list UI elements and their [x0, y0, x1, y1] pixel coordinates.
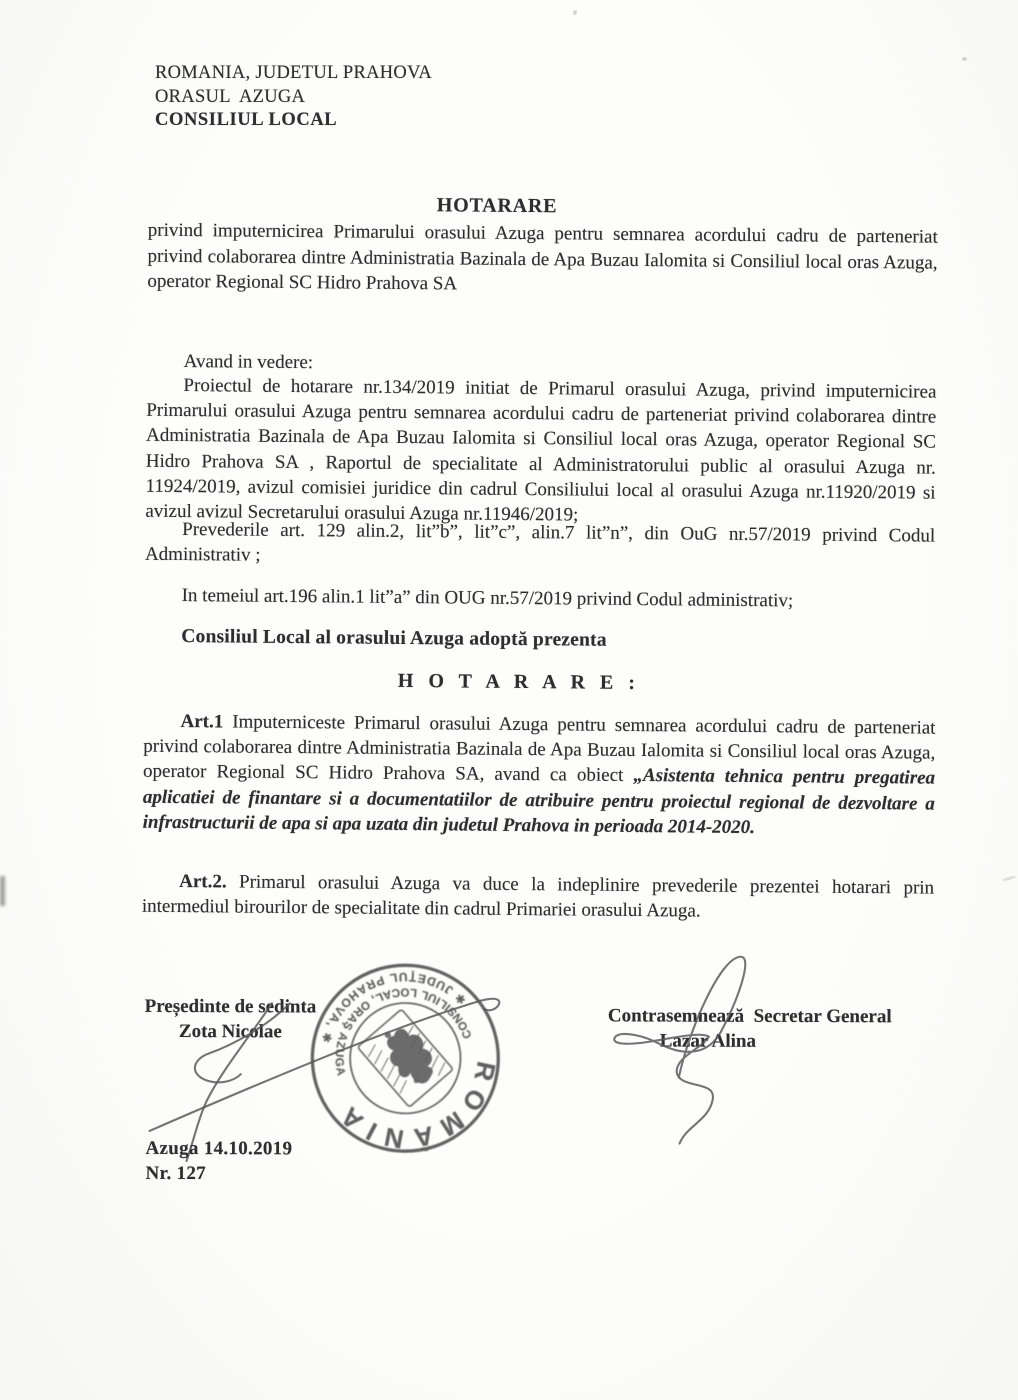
secretary-name: Lazar Alina [659, 1030, 757, 1052]
secretary-signature [575, 929, 876, 1160]
document-subtitle: privind imputernicirea Primarului orasului Azuga pentru semnarea acordului cadru de parteneriat privind colaborarea dintre Administratia Bazinala de Apa Buzau Ialomita si Consiliul local oras Azuga, operator Regional SC Hidro Prahova SA [147, 219, 938, 295]
header-institution: CONSILIUL LOCAL [155, 110, 338, 130]
document-title: HOTARARE [436, 194, 558, 218]
stamp-ring-outer-text: ✱ JUDEŢUL PRAHOVA, ✱ [318, 969, 470, 1047]
adoption-clause: Consiliul Local al orasului Azuga adoptă prezenta [181, 626, 607, 651]
header-country-county: ROMANIA, JUDETUL PRAHOVA [155, 63, 433, 83]
footer-place-date: Azuga 14.10.2019 [145, 1137, 293, 1160]
stamp-country-text: ROMÂNIA [328, 1058, 502, 1155]
preamble-legal-basis: In temeiul art.196 alin.1 lit”a” din OUG nr.57/2019 privind Codul administrativ; [181, 585, 794, 612]
article-2-label: Art.2. [179, 871, 227, 893]
footer-number: Nr. 127 [145, 1162, 207, 1185]
preamble-provisions: Prevederile art. 129 alin.2, lit”b”, lit”c”, alin.7 lit”n”, din OuG nr.57/2019 privind Codul Administrativ ; [144, 519, 936, 566]
article-1-label: Art.1 [180, 711, 224, 733]
secretary-role: Contrasemnează Secretar General [607, 1005, 892, 1028]
footer-block [145, 1136, 292, 1186]
article-1-object: „Asistenta tehnica pentru pregatirea aplicatiei de finantare si a documentatiilor de atribuire pentru proiectul regional de dezvoltare a infrastructurii de apa si apa uzata din judetul Prahova in perioada 2014-2020. [142, 765, 936, 838]
president-name: Zota Nicolae [178, 1020, 282, 1042]
article-2-body: Primarul orasului Azuga va duce la indeplinire prevederile prezentei hotarari prin intermediul birourilor de specialitate din cadrul Primariei orasului Azuga. [141, 871, 935, 922]
decision-heading: H O T A R A R E : [397, 669, 641, 695]
preamble-intro: Avand in vedere: [183, 351, 314, 374]
article-1-body: Imputerniceste Primarul orasului Azuga pentru semnarea acordului cadru de parteneriat privind colaborarea dintre Administratia Bazinala de Apa Buzau Ialomita si Consiliul local oras Azuga, operator Regional SC Hidro Prahova SA, avand ca obiect [143, 711, 936, 787]
header-city: ORASUL AZUGA [155, 86, 306, 107]
preamble-considerations: Proiectul de hotarare nr.134/2019 initiat de Primarul orasului Azuga, privind imputernicirea Primarului orasului Azuga pentru semnarea acordului cadru de parteneriat privind colaborarea dintre Administratia Bazinala de Apa Buzau Ialomita si Consiliul local oras Azuga, operator Regional SC Hidro Prahova SA , Raportul de specialitate al Administratorului public al orasului Azuga nr. 11924/2019, avizul comisiei juridice din cadrul Consiliului local al orasului Azuga nr.11920/2019 si avizul avizul Secretarului orasului Azuga nr.11946/2019; [145, 375, 937, 526]
stamp-ring-inner-text: CONSILIUL LOCAL, ORAŞ AZUGA [332, 985, 475, 1078]
president-role: Președinte de sedinta [144, 995, 317, 1018]
